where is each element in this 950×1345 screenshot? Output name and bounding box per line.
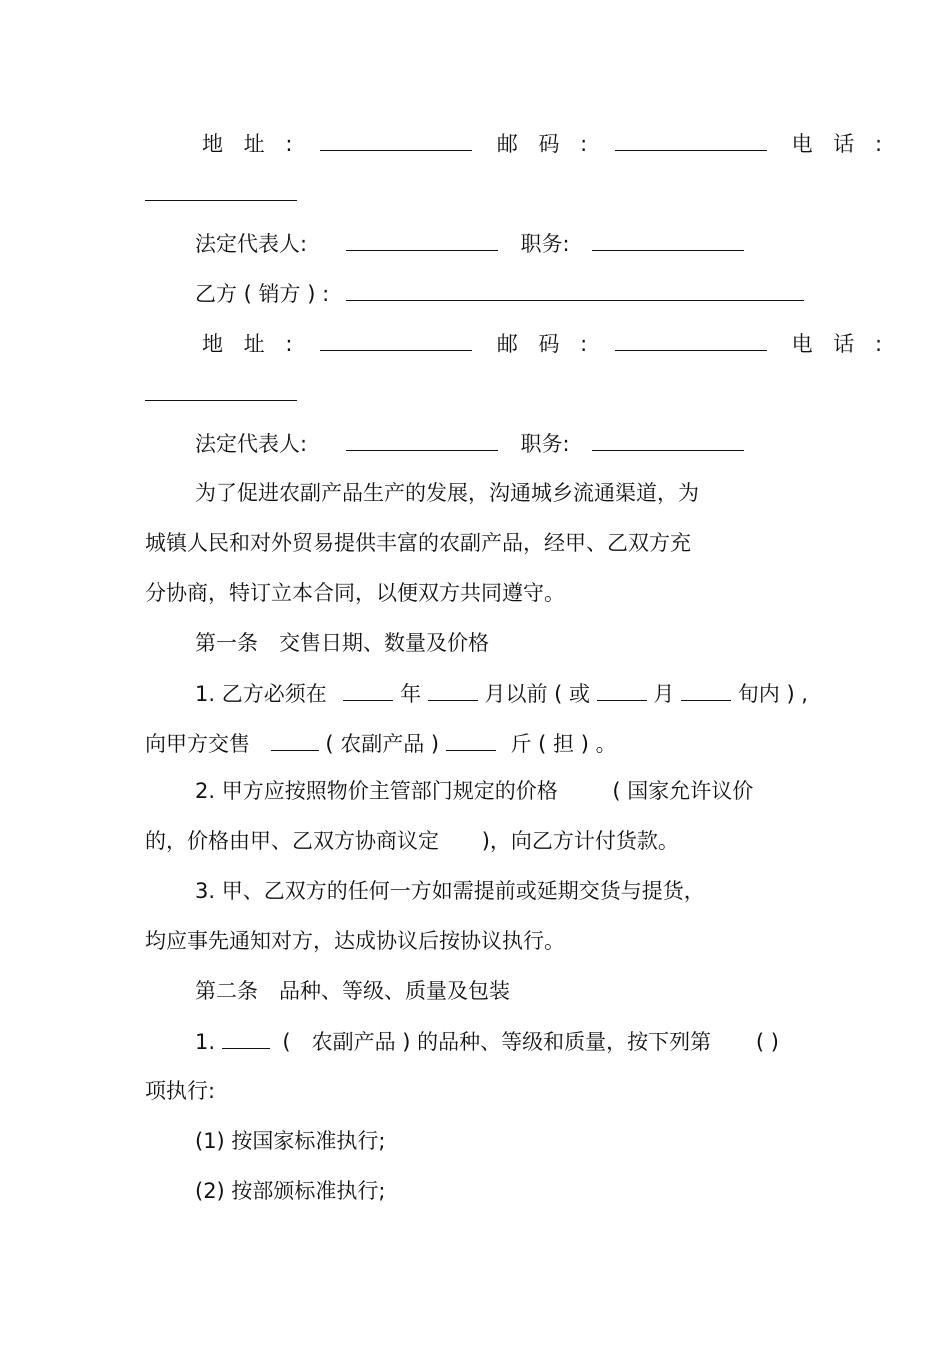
phone-blank[interactable] (145, 178, 297, 201)
product-blank[interactable] (222, 1026, 270, 1049)
item-text: 1. (195, 1030, 216, 1054)
item-text: ( 国家允许议价 (612, 779, 754, 803)
article2-item1-line2: 项执行: (145, 1079, 216, 1103)
postcode-label: 邮 码 : (496, 132, 595, 156)
phone-blank[interactable] (145, 378, 297, 401)
article1-item3-line1: 3. 甲、乙双方的任何一方如需提前或延期交货与提货， (195, 879, 705, 903)
preamble-line-1: 为了促进农副产品生产的发展，沟通城乡流通渠道，为 (195, 481, 699, 505)
jia-phone-continuation (145, 178, 297, 208)
phone-label: 电 话 : (791, 132, 890, 156)
item-text: )，向乙方计付货款。 (481, 829, 679, 853)
option-2: (2) 按部颁标准执行; (195, 1179, 386, 1203)
amount-blank[interactable] (446, 728, 496, 751)
preamble-line-3: 分协商，特订立本合同，以便双方共同遵守。 (145, 581, 565, 605)
yi-address-row (202, 328, 889, 358)
title-label: 职务: (520, 232, 570, 256)
article1-item1-line1 (195, 678, 808, 708)
product-label: ( 农副产品 ) (325, 732, 440, 756)
title-blank[interactable] (592, 228, 744, 251)
month-blank[interactable] (428, 678, 478, 701)
article1-item3-line2: 均应事先通知对方，达成协议后按协议执行。 (145, 929, 565, 953)
item-text: ( 农副产品 ) 的品种、等级和质量，按下列第 (282, 1030, 712, 1054)
article1-item2-line2 (145, 826, 679, 856)
article1-heading: 第一条 交售日期、数量及价格 (195, 631, 489, 655)
yi-party-blank[interactable] (346, 278, 804, 301)
rep-label: 法定代表人: (195, 432, 308, 456)
postcode-blank[interactable] (615, 328, 767, 351)
jia-address-row (202, 128, 889, 158)
month-label: 月 (653, 682, 675, 706)
jia-rep-row (195, 228, 744, 258)
title-label: 职务: (520, 432, 570, 456)
period-label: 旬内 ) , (737, 682, 808, 706)
article1-item2-line1 (195, 776, 753, 806)
yi-rep-row (195, 428, 744, 458)
period-blank[interactable] (681, 678, 731, 701)
item-text: 向甲方交售 (145, 732, 250, 756)
yi-party-label: 乙方 ( 销方 ) : (195, 282, 330, 306)
month-before-label: 月以前 ( 或 (484, 682, 591, 706)
article1-item1-line2 (145, 728, 617, 758)
option-bracket: ( ) (755, 1030, 779, 1054)
address-label: 地 址 : (202, 132, 300, 156)
article2-heading: 第二条 品种、等级、质量及包装 (195, 979, 510, 1003)
item-text: 2. 甲方应按照物价主管部门规定的价格 (195, 779, 558, 803)
unit-label: 斤 ( 担 ) 。 (510, 732, 617, 756)
item-text: 的，价格由甲、乙双方协商议定 (145, 829, 439, 853)
alt-month-blank[interactable] (597, 678, 647, 701)
address-blank[interactable] (320, 328, 472, 351)
title-blank[interactable] (592, 428, 744, 451)
year-blank[interactable] (343, 678, 393, 701)
preamble-line-2: 城镇人民和对外贸易提供丰富的农副产品，经甲、乙双方充 (145, 531, 691, 555)
yi-phone-continuation (145, 378, 297, 408)
rep-blank[interactable] (346, 428, 498, 451)
article2-item1-line1 (195, 1026, 779, 1056)
rep-blank[interactable] (346, 228, 498, 251)
address-label: 地 址 : (202, 332, 300, 356)
item-text: 1. 乙方必须在 (195, 682, 327, 706)
rep-label: 法定代表人: (195, 232, 308, 256)
address-blank[interactable] (320, 128, 472, 151)
option-1: (1) 按国家标准执行; (195, 1129, 386, 1153)
year-label: 年 (400, 682, 422, 706)
quantity-blank[interactable] (271, 728, 319, 751)
postcode-label: 邮 码 : (496, 332, 595, 356)
phone-label: 电 话 : (791, 332, 890, 356)
postcode-blank[interactable] (615, 128, 767, 151)
yi-party-row (195, 278, 804, 308)
